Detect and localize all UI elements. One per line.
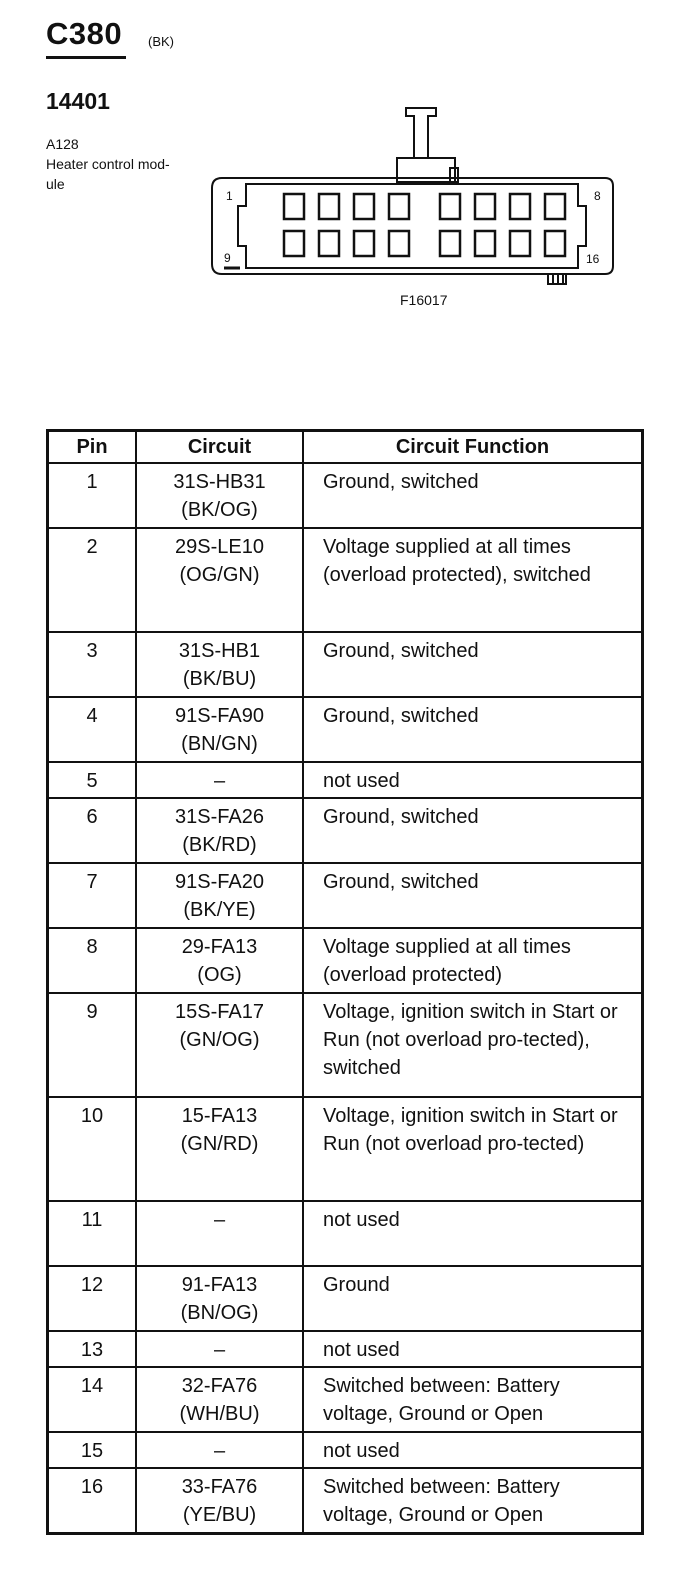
pin-number: 15 [48,1432,137,1468]
pin-number: 2 [48,528,137,632]
header-pin: Pin [48,431,137,464]
pin-number: 16 [48,1468,137,1533]
table-row [48,697,643,762]
table-row [48,1266,643,1331]
connector-id: C380 [46,16,123,51]
circuit-cell [136,863,303,928]
table-header-row [48,431,643,464]
wire-color: (WH/BU) [179,1403,260,1425]
circuit-code: 32-FA76 [181,1375,258,1397]
wire-color: (BK/OG) [181,499,258,521]
pin-number: 5 [48,762,137,798]
pin-number: 11 [48,1201,137,1266]
pin-number: 12 [48,1266,137,1331]
circuit-code: 91S-FA90 [175,705,264,727]
table-row [48,1367,643,1432]
connector-color: (BK) [148,34,174,49]
circuit-function: Switched between: Battery voltage, Ground or Open [303,1367,643,1432]
module-desc-line1: Heater control mod- [46,156,170,172]
circuit-cell [136,697,303,762]
part-number: 14401 [46,88,110,114]
pin-label-1: 1 [226,189,233,203]
circuit-cell [136,1367,303,1432]
pin-number: 13 [48,1331,137,1367]
circuit-cell [136,928,303,993]
pin-number: 1 [48,463,137,528]
circuit-code: 15-FA13 [181,1105,258,1127]
pin-label-8: 8 [594,189,601,203]
pin-number: 7 [48,863,137,928]
circuit-cell [136,632,303,697]
pin-label-16: 16 [586,252,600,266]
table-row [48,1468,643,1533]
wire-color: (GN/RD) [180,1133,259,1155]
circuit-function: Voltage, ignition switch in Start or Run (not overload pro-tected), switched [303,993,643,1097]
module-desc-line2: ule [46,176,65,192]
module-code: A128 [46,136,79,152]
circuit-cell [136,1097,303,1201]
pin-number: 8 [48,928,137,993]
table-row [48,928,643,993]
circuit-code: 31S-FA26 [175,806,264,828]
circuit-function: Voltage supplied at all times (overload protected), switched [303,528,643,632]
header-circuit: Circuit [136,431,303,464]
table-row [48,993,643,1097]
wire-color: (GN/OG) [179,1029,260,1051]
circuit-code: – [213,1339,226,1361]
table-row [48,762,643,798]
figure-id: F16017 [400,292,448,308]
circuit-code: – [213,1440,226,1462]
table-row [48,1201,643,1266]
pin-label-9: 9 [224,251,231,265]
circuit-function: not used [303,1331,643,1367]
circuit-cell [136,1266,303,1331]
circuit-function: Ground, switched [303,863,643,928]
circuit-code: 29-FA13 [181,936,258,958]
circuit-code: 33-FA76 [181,1476,258,1498]
circuit-function: Switched between: Battery voltage, Ground or Open [303,1468,643,1533]
pin-number: 6 [48,798,137,863]
circuit-cell [136,993,303,1097]
circuit-cell [136,528,303,632]
circuit-cell [136,1432,303,1468]
wire-color: (BK/BU) [182,668,257,690]
pin-cavities [284,194,565,256]
circuit-function: not used [303,1432,643,1468]
table-row [48,863,643,928]
header-circuit-function: Circuit Function [303,431,643,464]
circuit-code: 15S-FA17 [175,1001,264,1023]
table-row [48,1432,643,1468]
pin-number: 9 [48,993,137,1097]
wire-color: (YE/BU) [182,1504,257,1526]
circuit-cell [136,762,303,798]
wire-color: (OG) [197,964,242,986]
circuit-function: Ground, switched [303,632,643,697]
circuit-code: – [213,1209,226,1231]
circuit-function: Voltage supplied at all times (overload protected) [303,928,643,993]
circuit-function: not used [303,1201,643,1266]
pin-number: 10 [48,1097,137,1201]
connector-diagram [200,100,620,288]
circuit-function: Ground, switched [303,463,643,528]
table-row [48,798,643,863]
wire-color: (BN/GN) [181,733,258,755]
connector-id-underline [46,56,126,59]
wire-color: (OG/GN) [179,564,260,586]
table-row [48,1331,643,1367]
table-row [48,632,643,697]
circuit-function: Ground [303,1266,643,1331]
circuit-code: – [213,770,226,792]
circuit-function: Ground, switched [303,798,643,863]
circuit-cell [136,1201,303,1266]
circuit-code: 29S-LE10 [175,536,264,558]
circuit-code: 31S-HB31 [173,471,266,493]
table-row [48,463,643,528]
table-row [48,528,643,632]
circuit-function: Voltage, ignition switch in Start or Run (not overload pro-tected) [303,1097,643,1201]
circuit-function: Ground, switched [303,697,643,762]
circuit-code: 91-FA13 [181,1274,258,1296]
circuit-code: 31S-HB1 [178,640,261,662]
circuit-cell [136,463,303,528]
pin-number: 4 [48,697,137,762]
wire-color: (BK/RD) [182,834,257,856]
wire-color: (BK/YE) [183,899,256,921]
pin-number: 3 [48,632,137,697]
circuit-cell [136,1331,303,1367]
module-description [46,134,196,194]
pin-table [46,429,644,1535]
table-row [48,1097,643,1201]
pin-number: 14 [48,1367,137,1432]
wire-color: (BN/OG) [180,1302,259,1324]
circuit-cell [136,1468,303,1533]
circuit-code: 91S-FA20 [175,871,264,893]
circuit-cell [136,798,303,863]
circuit-function: not used [303,762,643,798]
